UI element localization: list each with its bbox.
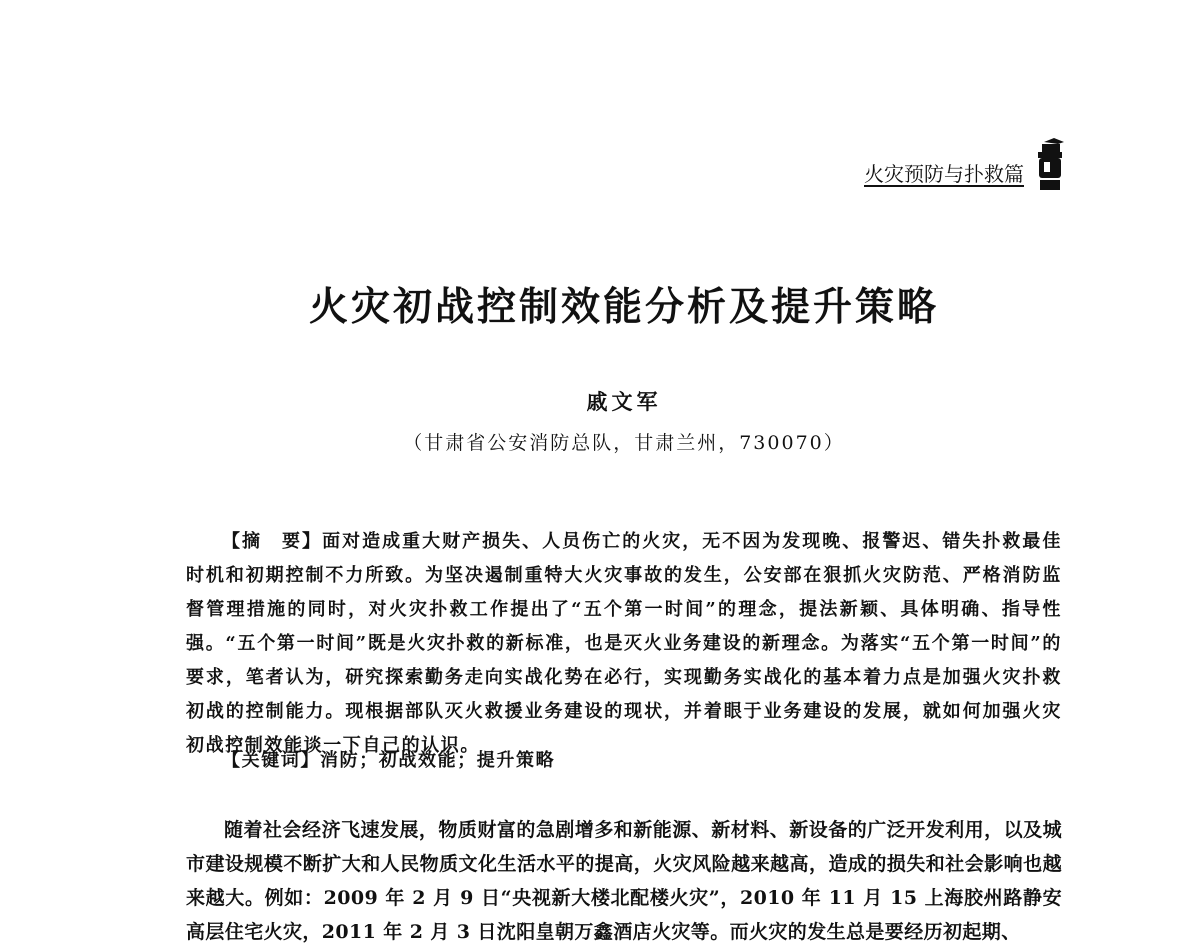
keywords-label: 【关键词】 xyxy=(222,750,320,771)
body-paragraph: 随着社会经济飞速发展，物质财富的急剧增多和新能源、新材料、新设备的广泛开发利用，以及城市建设规模不断扩大和人民物质文化生活水平的提高，火灾风险越来越高，造成的损失和社会影响也越来越大。例如：2009 年 2 月 9 日“央视新大楼北配楼火灾”，2010 年 11 月 15 上海胶州路静安高层住宅火灾，2011 年 2 月 3 日沈阳皇朝万鑫酒店火灾等。而火灾的发生总是要经历初起期、 xyxy=(186,819,1062,943)
abstract-label: 【摘 要】 xyxy=(222,531,323,552)
abstract xyxy=(186,525,1062,763)
fire-extinguisher-icon xyxy=(1030,136,1070,196)
abstract-text: 面对造成重大财产损失、人员伤亡的火灾，无不因为发现晚、报警迟、错失扑救最佳时机和初期控制不力所致。为坚决遏制重特大火灾事故的发生，公安部在狠抓火灾防范、严格消防监督管理措施的同时，对火灾扑救工作提出了“五个第一时间”的理念，提法新颖、具体明确、指导性强。“五个第一时间”既是火灾扑救的新标准，也是灭火业务建设的新理念。为落实“五个第一时间”的要求，笔者认为，研究探索勤务走向实战化势在必行，实现勤务实战化的基本着力点是加强火灾扑救初战的控制能力。现根据部队灭火救援业务建设的现状，并着眼于业务建设的发展，就如何加强火灾初战控制效能谈一下自己的认识。 xyxy=(186,531,1063,756)
keywords-text: 消防；初战效能；提升策略 xyxy=(320,750,556,771)
article-title: 火灾初战控制效能分析及提升策略 xyxy=(308,284,939,330)
author-affiliation: （甘肃省公安消防总队，甘肃兰州，730070） xyxy=(403,432,845,454)
keywords xyxy=(222,746,555,772)
author-name: 戚文军 xyxy=(586,389,662,414)
section-header: 火灾预防与扑救篇 xyxy=(864,162,1024,186)
